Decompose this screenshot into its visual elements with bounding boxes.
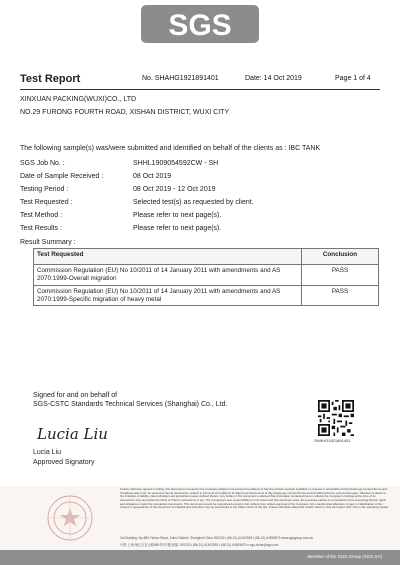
- sgs-group-member: Member of the SGS Group (SGS SA): [307, 554, 382, 559]
- qr-caption: SHAHG1921891401: [314, 438, 351, 443]
- info-value: 08 Oct 2019: [133, 173, 172, 180]
- info-label: Test Results :: [20, 225, 63, 232]
- result-summary-table: [33, 248, 379, 306]
- info-value: SHHL1909054592CW - SH: [133, 160, 219, 167]
- info-label: Testing Period :: [20, 186, 69, 193]
- table-row: [34, 285, 379, 306]
- signed-on-behalf: Signed for and on behalf of: [33, 392, 118, 399]
- contact-english: 3rd Building, No.889 Yishan Road, Xuhui District, Shanghai China 200233 t (86-21) 61402553 f (86-21) 64953679 www.sgsgroup.com.cn: [120, 536, 314, 540]
- sgs-logo: [141, 5, 259, 43]
- report-title: Test Report: [20, 73, 81, 85]
- signature-script: Lucia Liu: [37, 425, 108, 443]
- report-number: No. SHAHG1921891401: [142, 75, 219, 82]
- sample-intro: The following sample(s) was/were submitted and identified on behalf of the clients as : IBC TANK: [20, 145, 321, 152]
- signatory-role: Approved Signatory: [33, 459, 95, 466]
- report-date: Date: 14 Oct 2019: [245, 75, 302, 82]
- page-indicator: Page 1 of 4: [335, 75, 371, 82]
- conclusion-cell: PASS: [302, 265, 379, 286]
- info-value: Please refer to next page(s).: [133, 225, 222, 232]
- info-label: Test Requested :: [20, 199, 73, 206]
- header-divider: [20, 89, 380, 90]
- logo-text: SGS: [168, 9, 232, 40]
- test-cell: Commission Regulation (EU) No 10/2011 of 14 January 2011 with amendments and AS 2070:1999-Overall migration: [34, 265, 302, 286]
- signatory-name: Lucia Liu: [33, 449, 62, 456]
- table-row: [34, 265, 379, 286]
- info-value: Please refer to next page(s).: [133, 212, 222, 219]
- table-header-row: [34, 249, 379, 265]
- client-address: NO.29 FURONG FOURTH ROAD, XISHAN DISTRICT, WUXI CITY: [20, 109, 230, 116]
- col-test-requested: Test Requested: [34, 249, 302, 265]
- info-label: SGS Job No. :: [20, 160, 65, 167]
- conclusion-cell: PASS: [302, 285, 379, 306]
- info-label: Test Method :: [20, 212, 63, 219]
- sgs-seal-icon: [40, 492, 100, 544]
- company-name: SGS-CSTC Standards Technical Services (Shanghai) Co., Ltd.: [33, 401, 228, 408]
- info-value: Selected test(s) as requested by client.: [133, 199, 254, 206]
- client-name: XINXUAN PACKING(WUXI)CO., LTD: [20, 96, 137, 103]
- terms-fine-print: Unless otherwise agreed in writing, this document is issued by the Company subject to its General Conditions of Service printed overleaf, available on request or accessible at http://www.sgs.com/en/Terms-and-Conditions.aspx and, for electronic format documents, subject to Terms and Conditions for Electronic Documents at http://www.sgs.com/en/Terms-and-Conditions/Terms-e-Document.aspx. Attention is drawn to the limitation of liability, indemnification and jurisdiction issues defined therein. Any holder of this document is advised that information contained hereon reflects the Company's findings at the time of its intervention only and within the limits of Client's instructions, if any. The Company's sole responsibility is to its Client and this document does not exonerate parties to a transaction from exercising all their rights and obligations under the transaction documents. This document cannot be reproduced except in full, without prior written approval of the Company. Any unauthorized alteration, forgery or falsification of the content or appearance of this document is unlawful and offenders may be prosecuted to the fullest extent of the law. Unless otherwise stated the results shown in this test report refer only to the sample(s) tested.: [120, 487, 389, 510]
- sgs-logo-mark: [150, 8, 250, 40]
- info-value: 08 Oct 2019 - 12 Oct 2019: [133, 186, 216, 193]
- info-label: Date of Sample Received :: [20, 173, 104, 180]
- test-cell: Commission Regulation (EU) No 10/2011 of 14 January 2011 with amendments and AS 2070:1999-Specific migration of heavy metal: [34, 285, 302, 306]
- col-conclusion: Conclusion: [302, 249, 379, 265]
- handwritten-signature: [35, 420, 110, 446]
- contact-chinese: 中国·上海·徐汇区宜山路889号3号楼 邮编: 200233 t (86-21) 61402553 f (86-21) 64953679 e sgs.china@sgs.com: [120, 543, 279, 547]
- result-summary-label: Result Summary :: [20, 239, 76, 246]
- qr-code: [318, 400, 354, 436]
